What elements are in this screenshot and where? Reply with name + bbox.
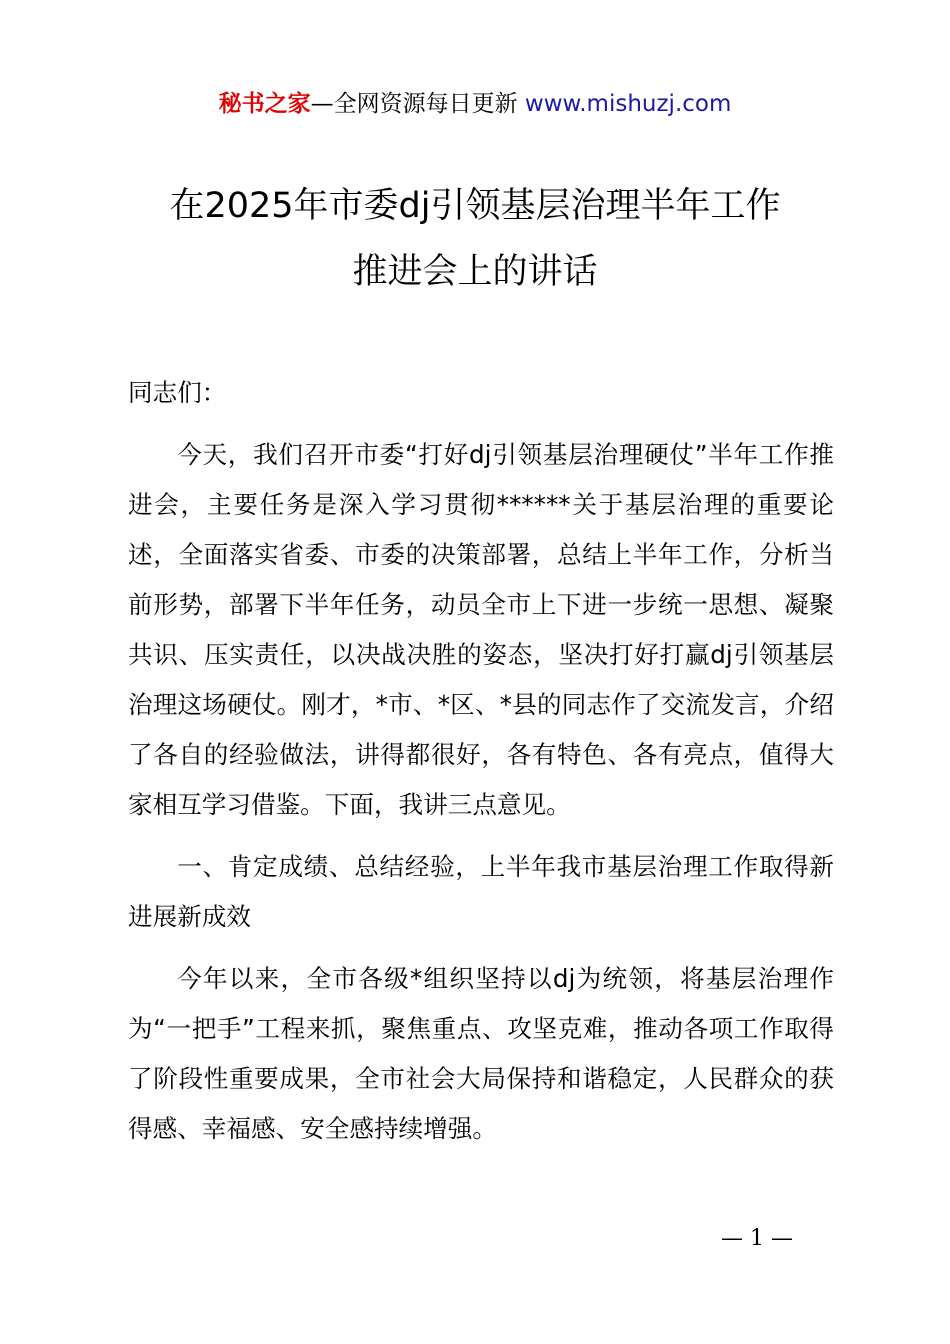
paragraph-text: 今天，我们召开市委“打好dj引领基层治理硬仗”半年工作推进会，主要任务是深入学习贯彻******关于基层治理的重要论述，全面落实省委、市委的决策部署，总结上半年工作，分析当前形势，部署下半年任务，动员全市上下进一步统一思想、凝聚共识、压实责任，以决战决胜的姿态，坚决打好打赢dj引领基层治理这场硬仗。刚才，*市、*区、*县的同志作了交流发言，介绍了各自的经验做法，讲得都很好，各有特色、各有亮点，值得大家相互学习借鉴。下面，我讲三点意见。: [128, 440, 834, 819]
paragraph-text: 今年以来，全市各级*组织坚持以dj为统领，将基层治理作为“一把手”工程来抓，聚焦重点、攻坚克难，推动各项工作取得了阶段性重要成果，全市社会大局保持和谐稳定，人民群众的获得感、幸福感、安全感持续增强。: [128, 964, 834, 1143]
document-title-line1: 在2025年市委dj引领基层治理半年工作: [169, 186, 781, 226]
paragraph-achievements: [128, 954, 834, 1154]
document-title-line2: 推进会上的讲话: [352, 252, 598, 292]
paragraph-opening: [128, 430, 834, 830]
banner-site-url[interactable]: www.mishuzj.com: [524, 91, 732, 117]
salutation: 同志们：: [128, 378, 227, 407]
section-heading-1: [128, 842, 834, 942]
banner-tagline: —全网资源每日更新: [310, 91, 525, 117]
site-banner: [0, 88, 950, 120]
page-number: — 1 —: [721, 1226, 793, 1251]
section-heading-text: 一、肯定成绩、总结经验，上半年我市基层治理工作取得新进展新成效: [128, 852, 834, 931]
banner-brand: 秘书之家: [218, 91, 311, 117]
